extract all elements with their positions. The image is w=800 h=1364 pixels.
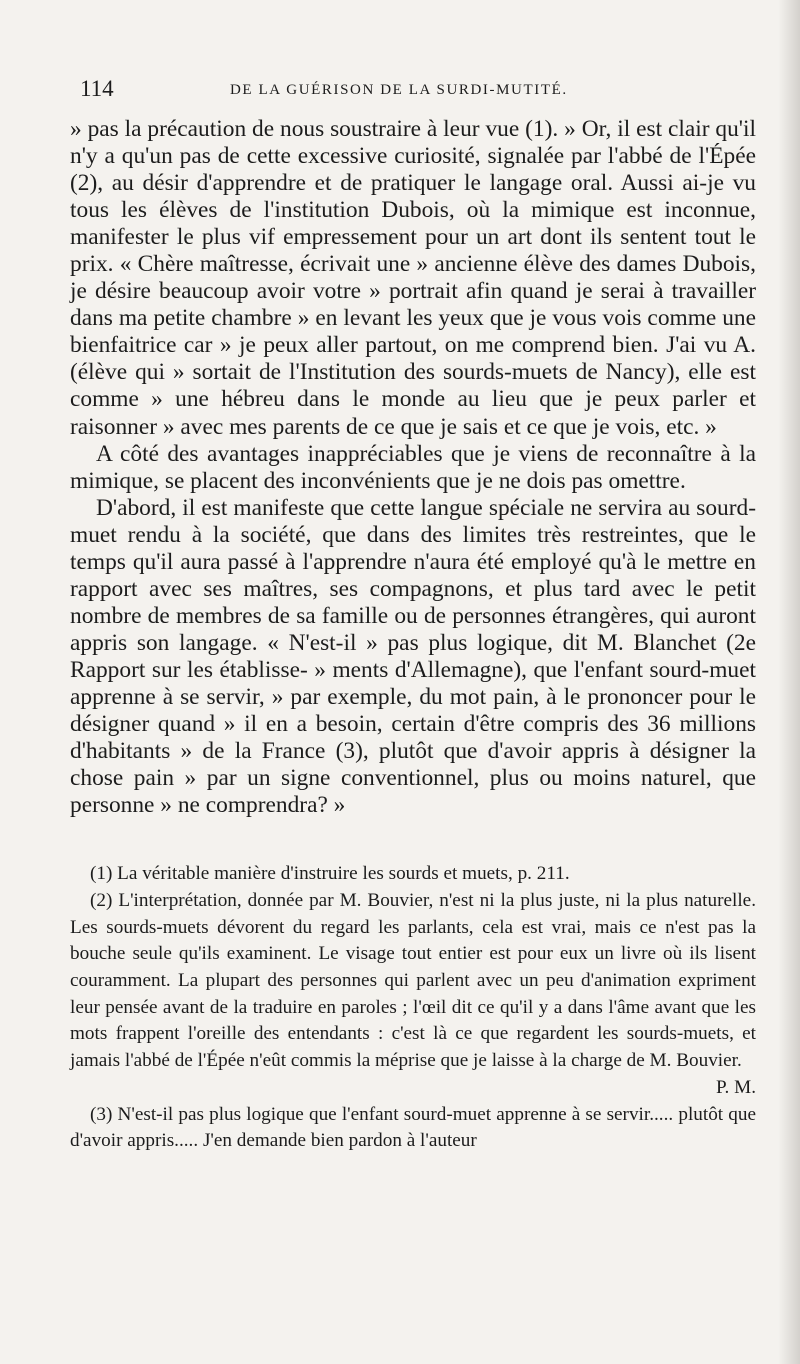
page-edge-shadow — [778, 0, 800, 1364]
footnote-2 — [70, 888, 756, 1102]
footnotes — [70, 861, 756, 1155]
page-number: 114 — [80, 76, 114, 101]
footnote-2-text: (2) L'interprétation, donnée par M. Bouvier, n'est ni la plus juste, ni la plus naturelle. Les sourds-muets dévorent du regard les parlants, cela est vrai, mais ce n'est pas la bouche seule qu'ils examinent. Le visage tout entier est pour eux un livre où ils lisent couramment. La plupart des personnes qui parlent avec un peu d'animation expriment leur pensée avant de la traduire en paroles ; l'œil dit ce qu'il y a dans l'âme avant que les mots frappent l'oreille des entendants : c'est là ce que regardent les sourds-muets, et jamais l'abbé de l'Épée n'eût commis la méprise que je laisse à la charge de M. Bouvier. — [70, 889, 756, 1072]
book-page — [70, 70, 756, 1155]
paragraph-3: D'abord, il est manifeste que cette langue spéciale ne servira au sourd-muet rendu à la société, que dans des limites très restreintes, que le temps qu'il aura passé à l'apprendre n'aura été employé qu'à le mettre en rapport avec ses maîtres, ses compagnons, et plus tard avec le petit nombre de membres de sa famille ou de personnes étrangères, qui auront appris son langage. « N'est-il » pas plus logique, dit M. Blanchet (2e Rapport sur les établisse- » ments d'Allemagne), que l'enfant sourd-muet apprenne à se servir, » par exemple, du mot pain, à le prononcer pour le désigner quand » il en a besoin, certain d'être compris des 36 millions d'habitants » de la France (3), plutôt que d'avoir appris à désigner la chose pain » par un signe conventionnel, plus ou moins naturel, que personne » ne comprendra? » — [70, 494, 756, 819]
footnote-2-signature: P. M. — [716, 1076, 756, 1098]
footnote-3: (3) N'est-il pas plus logique que l'enfant sourd-muet apprenne à se servir..... plutôt que d'avoir appris..... J'en demande bien pardon à l'auteur — [70, 1103, 756, 1152]
body-text — [70, 116, 756, 819]
paragraph-1: » pas la précaution de nous soustraire à leur vue (1). » Or, il est clair qu'il n'y a qu'un pas de cette excessive curiosité, signalée par l'abbé de l'Épée (2), au désir d'apprendre et de pratiquer le langage oral. Aussi ai-je vu tous les élèves de l'institution Dubois, où la mimique est inconnue, manifester le plus vif empressement pour un art dont ils sentent tout le prix. « Chère maîtresse, écrivait une » ancienne élève des dames Dubois, je désire beaucoup avoir votre » portrait afin quand je serai à travailler dans ma petite chambre » en levant les yeux que je vous vois comme une bienfaitrice car » je peux aller partout, on me comprend bien. J'ai vu A. (élève qui » sortait de l'Institution des sourds-muets de Nancy), elle est comme » une hébreu dans le monde au lieu que je peux parler et raisonner » avec mes parents de ce que je sais et ce que je vois, etc. » — [70, 116, 756, 440]
page-header — [70, 70, 756, 110]
running-title: DE LA GUÉRISON DE LA SURDI-MUTITÉ. — [230, 82, 568, 98]
paragraph-2: A côté des avantages inappréciables que je viens de reconnaître à la mimique, se placent des inconvénients que je ne dois pas omettre. — [70, 440, 756, 494]
footnote-1: (1) La véritable manière d'instruire les sourds et muets, p. 211. — [90, 863, 570, 885]
